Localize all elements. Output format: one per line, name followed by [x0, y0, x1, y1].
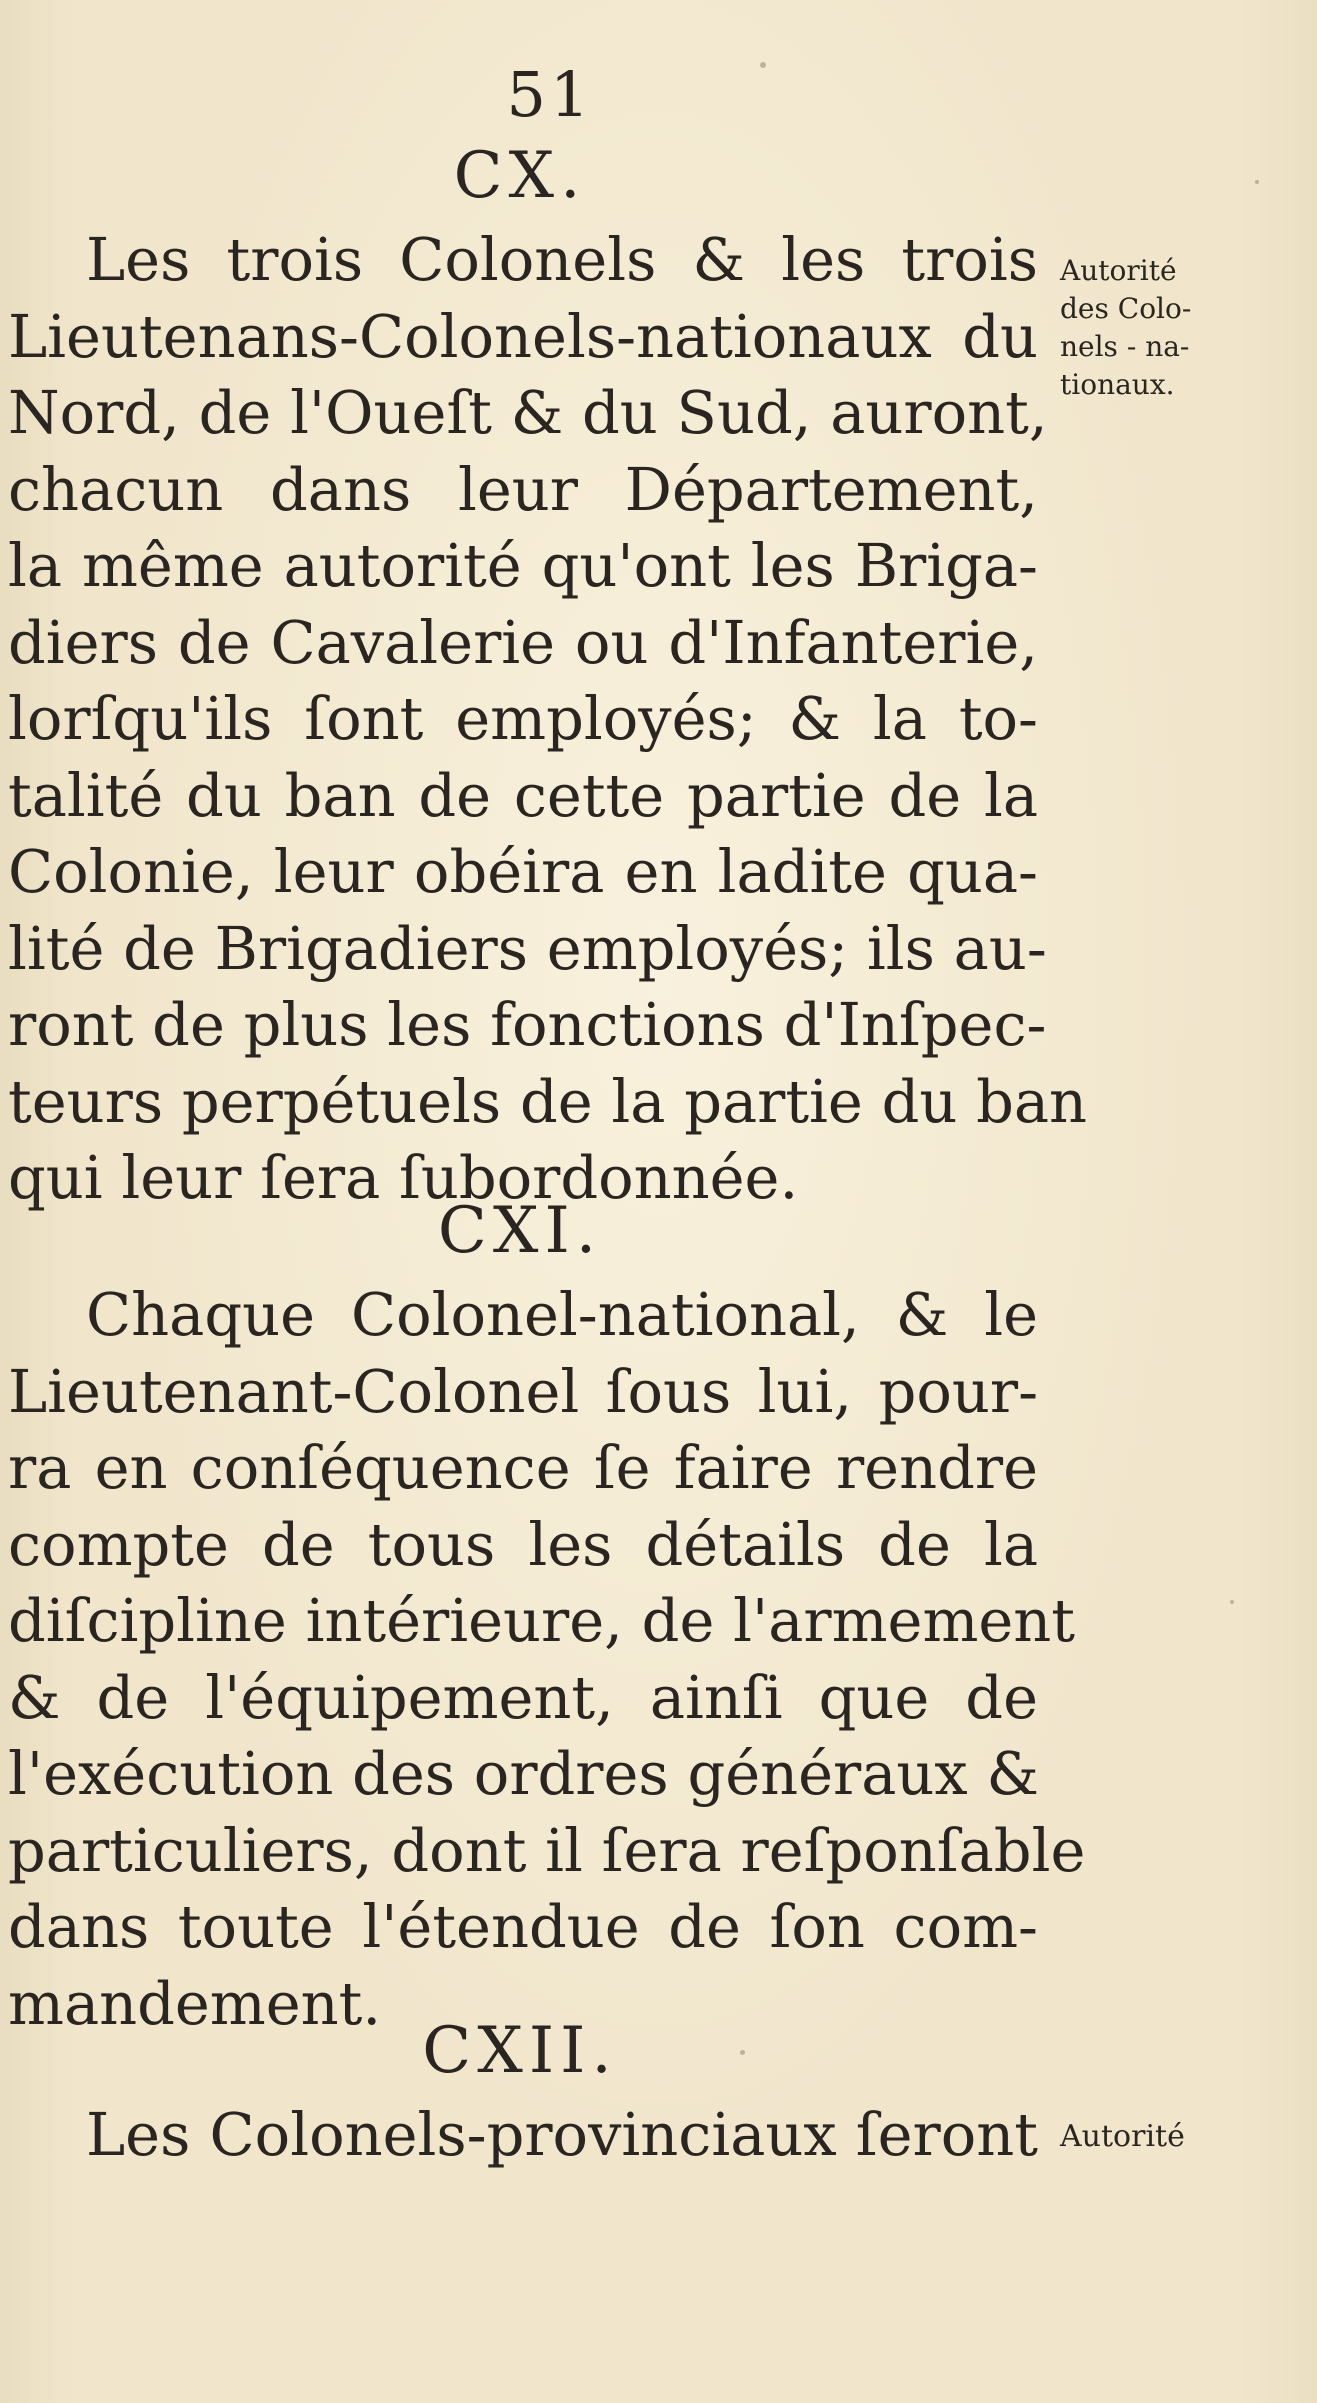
- text-line: talité du ban de cette partie de la: [8, 760, 1038, 830]
- margin-note-cxii: [1060, 2118, 1310, 2156]
- margin-note-cx: [1060, 252, 1310, 404]
- section-heading-cx: CX.: [453, 139, 587, 213]
- text-line: mandement.: [8, 1968, 382, 2038]
- article-paragraph-cxi: [8, 1277, 1086, 2042]
- paper-speck: [1230, 1600, 1234, 1604]
- text-line: Lieutenant-Colonel ſous lui, pour-: [8, 1356, 1038, 1426]
- section-heading-cxii: CXII.: [422, 2014, 618, 2088]
- text-line: Les trois Colonels & les trois: [86, 225, 1038, 294]
- text-line: qui leur ſera ſubordonnée.: [8, 1143, 799, 1212]
- text-line: particuliers, dont il ſera reſponſable: [8, 1815, 1086, 1885]
- text-line: diſcipline intérieure, de l'armement: [8, 1586, 1076, 1655]
- text-line: chacun dans leur Département,: [8, 454, 1038, 524]
- text-line: Nord, de l'Oueſt & du Sud, auront,: [8, 378, 1048, 447]
- margin-note-line: nels - na-: [1060, 330, 1190, 363]
- paper-speck: [760, 62, 766, 68]
- margin-note-line: Autorité: [1060, 2119, 1185, 2154]
- text-line: Lieutenans-Colonels-nationaux du: [8, 301, 1038, 371]
- margin-note-line: des Colo-: [1060, 292, 1192, 325]
- text-line: diers de Cavalerie ou d'Infanterie,: [8, 607, 1038, 677]
- text-line: lorſqu'ils ſont employés; & la to-: [8, 684, 1038, 753]
- text-line: Colonie, leur obéira en ladite qua-: [8, 837, 1038, 906]
- text-line: Chaque Colonel-national, & le: [86, 1280, 1038, 1349]
- text-line: & de l'équipement, ainſi que de: [8, 1662, 1038, 1732]
- paper-speck: [1255, 180, 1259, 184]
- text-line: teurs perpétuels de la partie du ban: [8, 1066, 1088, 1136]
- text-line: dans toute l'étendue de ſon com-: [8, 1892, 1038, 1961]
- text-line: compte de tous les détails de la: [8, 1509, 1038, 1579]
- margin-note-line: tionaux.: [1060, 368, 1175, 401]
- text-line: l'exécution des ordres généraux &: [8, 1739, 1039, 1808]
- text-line: ront de plus les fonctions d'Inſpec-: [8, 990, 1047, 1059]
- paper-speck: [740, 2050, 745, 2055]
- section-heading-cxi: CXI.: [437, 1194, 603, 1268]
- text-line: ra en conſéquence ſe faire rendre: [8, 1433, 1038, 1502]
- article-paragraph-cxii: [8, 2097, 1038, 2174]
- margin-note-line: Autorité: [1060, 254, 1177, 287]
- text-line: la même autorité qu'ont les Briga-: [8, 531, 1038, 600]
- article-paragraph-cx: [8, 222, 1088, 1217]
- text-line: Les Colonels-provinciaux ſeront: [86, 2100, 1038, 2169]
- text-line: lité de Brigadiers employés; ils au-: [8, 913, 1047, 983]
- page-number: 51: [506, 58, 594, 131]
